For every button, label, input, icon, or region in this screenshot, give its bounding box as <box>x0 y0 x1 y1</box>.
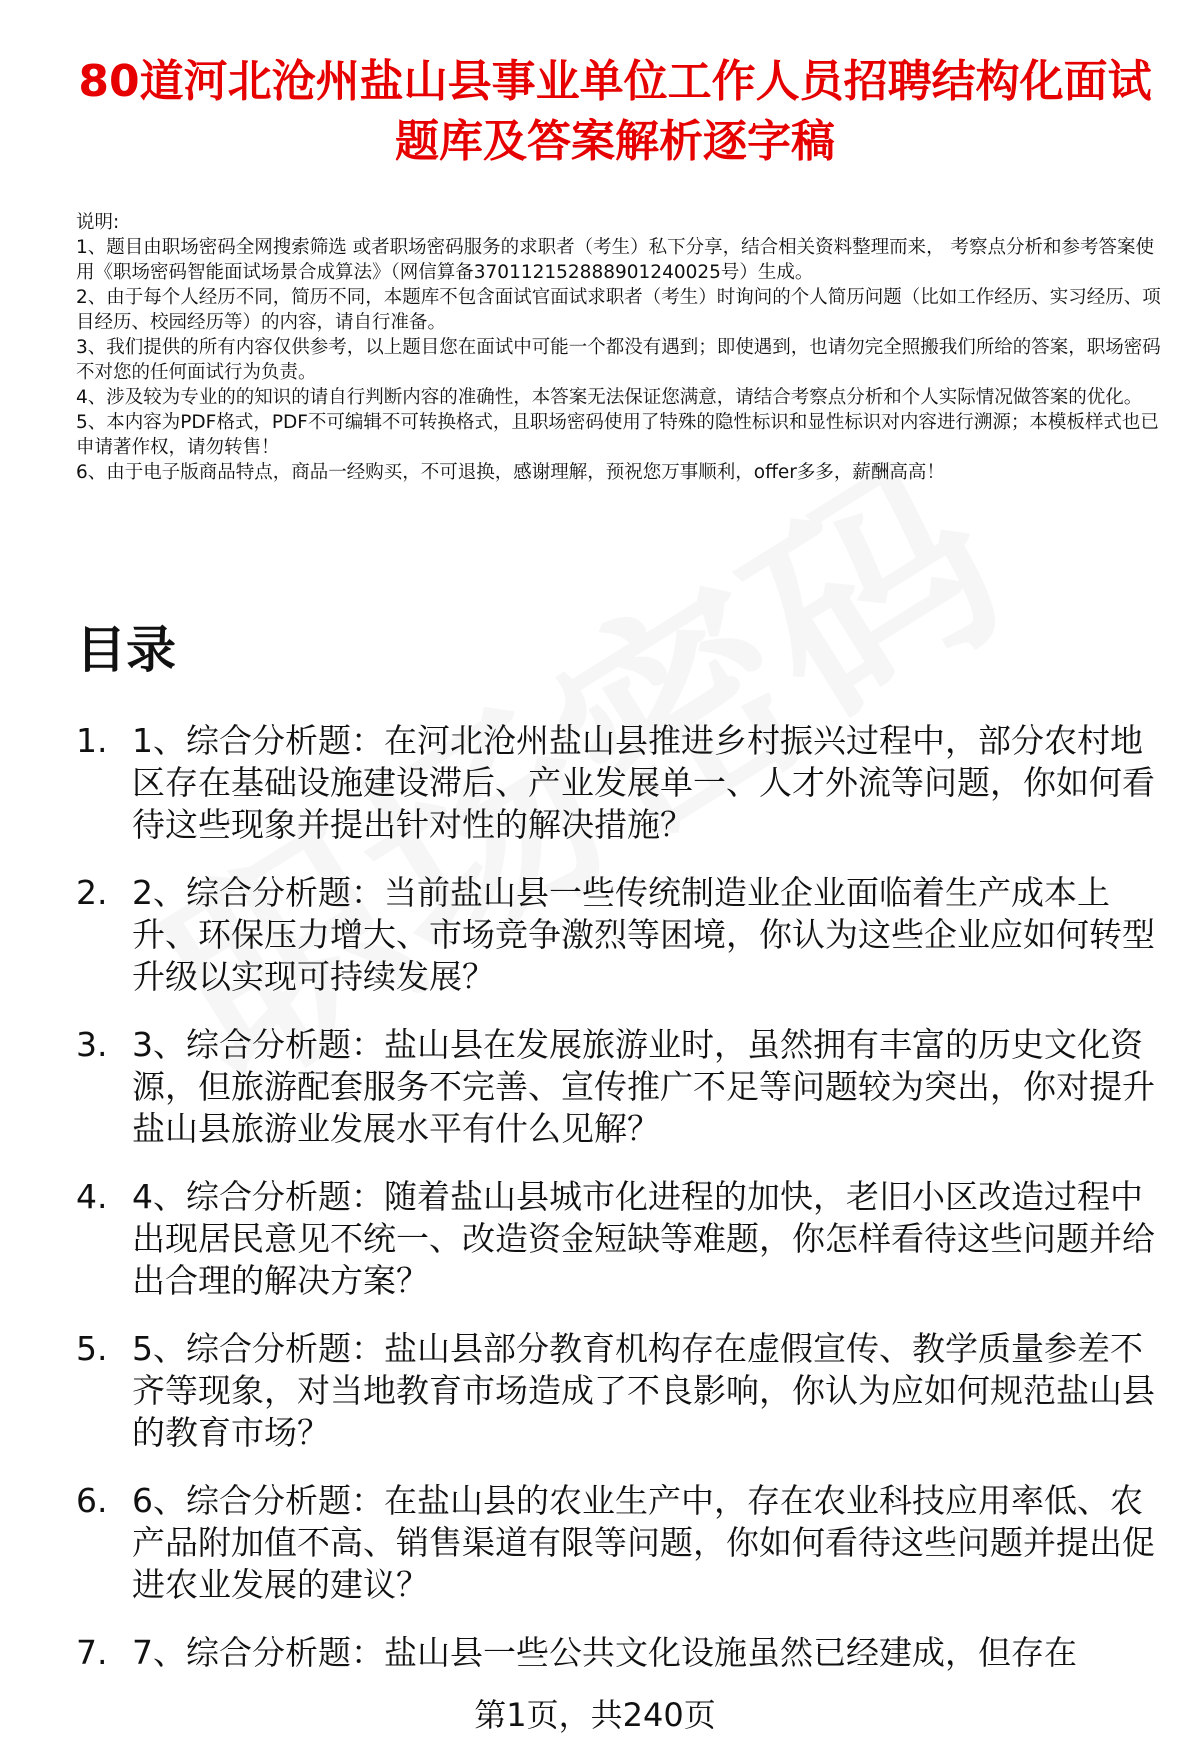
note-item: 4、涉及较为专业的的知识的请自行判断内容的准确性，本答案无法保证您满意，请结合考察点分析和个人实际情况做答案的优化。 <box>76 387 1143 408</box>
toc-item[interactable] <box>76 1480 1170 1606</box>
toc-item[interactable] <box>76 872 1170 998</box>
toc-item-text: 2、综合分析题：当前盐山县一些传统制造业企业面临着生产成本上升、环保压力增大、市场竞争激烈等困境，你认为这些企业应如何转型升级以实现可持续发展？ <box>132 873 1155 996</box>
toc-item[interactable] <box>76 1328 1170 1454</box>
toc-item-text: 1、综合分析题：在河北沧州盐山县推进乡村振兴过程中，部分农村地区存在基础设施建设滞后、产业发展单一、人才外流等问题，你如何看待这些现象并提出针对性的解决措施？ <box>132 721 1155 844</box>
note-item: 5、本内容为PDF格式，PDF不可编辑不可转换格式，且职场密码使用了特殊的隐性标识和显性标识对内容进行溯源；本模板样式也已申请著作权，请勿转售！ <box>76 412 1159 458</box>
toc-item-text: 7、综合分析题：盐山县一些公共文化设施虽然已经建成，但存在 <box>132 1633 1077 1672</box>
page-footer: 第1页，共240页 <box>474 1696 716 1734</box>
toc-item-text: 6、综合分析题：在盐山县的农业生产中，存在农业科技应用率低、农产品附加值不高、销售渠道有限等问题，你如何看待这些问题并提出促进农业发展的建议？ <box>132 1481 1155 1604</box>
toc-item[interactable] <box>76 720 1170 846</box>
toc-heading: 目录 <box>76 621 176 679</box>
document-title: 80道河北沧州盐山县事业单位工作人员招聘结构化面试题库及答案解析逐字稿 <box>78 56 1152 167</box>
toc-item[interactable] <box>76 1632 1170 1674</box>
toc-item-number: 5. <box>76 1329 108 1368</box>
toc-item-number: 7. <box>76 1633 108 1672</box>
toc-item-text: 5、综合分析题：盐山县部分教育机构存在虚假宣传、教学质量参差不齐等现象，对当地教育市场造成了不良影响，你认为应如何规范盐山县的教育市场？ <box>132 1329 1155 1452</box>
toc-list <box>76 720 1170 1700</box>
toc-item-text: 3、综合分析题：盐山县在发展旅游业时，虽然拥有丰富的历史文化资源，但旅游配套服务不完善、宣传推广不足等问题较为突出，你对提升盐山县旅游业发展水平有什么见解？ <box>132 1025 1155 1148</box>
notes-heading: 说明: <box>76 212 120 233</box>
toc-item-number: 3. <box>76 1025 108 1064</box>
toc-item-number: 4. <box>76 1177 108 1216</box>
note-item: 3、我们提供的所有内容仅供参考，以上题目您在面试中可能一个都没有遇到；即使遇到，也请勿完全照搬我们所给的答案，职场密码不对您的任何面试行为负责。 <box>76 337 1161 383</box>
note-item: 6、由于电子版商品特点，商品一经购买，不可退换，感谢理解，预祝您万事顺利，offer多多，薪酬高高！ <box>76 462 945 483</box>
note-item: 2、由于每个人经历不同，简历不同，本题库不包含面试官面试求职者（考生）时询问的个人简历问题（比如工作经历、实习经历、项目经历、校园经历等）的内容，请自行准备。 <box>76 287 1161 333</box>
note-item: 1、题目由职场密码全网搜索筛选 或者职场密码服务的求职者（考生）私下分享，结合相关资料整理而来， 考察点分析和参考答案使用《职场密码智能面试场景合成算法》（网信算备370112152888901240025号）生成。 <box>76 237 1155 283</box>
toc-item-text: 4、综合分析题：随着盐山县城市化进程的加快，老旧小区改造过程中出现居民意见不统一、改造资金短缺等难题，你怎样看待这些问题并给出合理的解决方案？ <box>132 1177 1155 1300</box>
toc-item-number: 2. <box>76 873 108 912</box>
toc-item-number: 1. <box>76 721 108 760</box>
notes-section <box>76 210 1166 485</box>
toc-item-number: 6. <box>76 1481 108 1520</box>
toc-item[interactable] <box>76 1024 1170 1150</box>
toc-item[interactable] <box>76 1176 1170 1302</box>
